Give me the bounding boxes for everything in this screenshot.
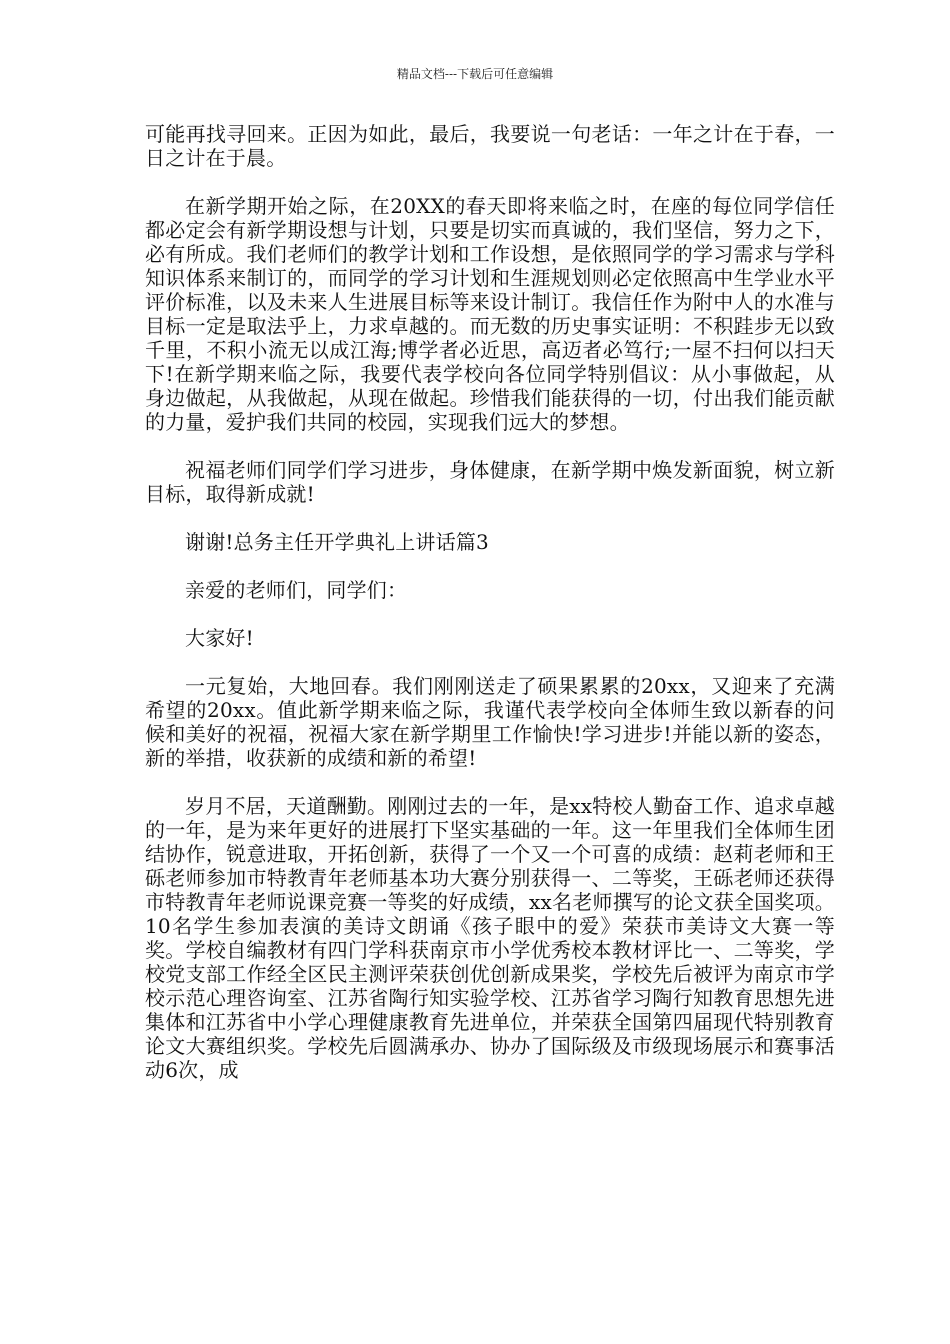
paragraph: 祝福老师们同学们学习进步，身体健康，在新学期中焕发新面貌，树立新目标，取得新成就! (145, 458, 835, 506)
greeting: 大家好! (185, 626, 254, 650)
paragraph: 在新学期开始之际，在20XX的春天即将来临之时，在座的每位同学信任都必定会有新学期设想与计划，只要是切实而真诚的，我们坚信，努力之下，必有所成。我们老师们的教学计划和工作设想，是依照同学的学习需求与学科知识体系来制订的，而同学的学习计划和生涯规划则必定依照高中生学业水平评价标准，以及未来人生进展目标等来设计制订。我信任作为附中人的水准与目标一定是取法乎上，力求卓越的。而无数的历史事实证明：不积跬步无以致千里，不积小流无以成江海;博学者必近思，高迈者必笃行;一屋不扫何以扫天下!在新学期来临之际，我要代表学校向各位同学特别倡议：从小事做起，从身边做起，从我做起，从现在做起。珍惜我们能获得的一切，付出我们能贡献的力量，爱护我们共同的校园，实现我们远大的梦想。 (145, 194, 835, 434)
paragraph: 一元复始，大地回春。我们刚刚送走了硕果累累的20xx，又迎来了充满希望的20xx。值此新学期来临之际，我谨代表学校向全体师生致以新春的问候和美好的祝福，祝福大家在新学期里工作愉快!学习进步!并能以新的姿态，新的举措，收获新的成绩和新的希望! (145, 674, 835, 770)
document-body (145, 122, 835, 1106)
section-title: 谢谢!总务主任开学典礼上讲话篇3 (185, 530, 489, 554)
paragraph: 可能再找寻回来。正因为如此，最后，我要说一句老话：一年之计在于春，一日之计在于晨。 (145, 122, 835, 170)
page-header: 精品文档---下载后可任意编辑 (396, 67, 554, 81)
paragraph: 岁月不居，天道酬勤。刚刚过去的一年，是xx特校人勤奋工作、追求卓越的一年，是为来年更好的进展打下坚实基础的一年。这一年里我们全体师生团结协作，锐意进取，开拓创新，获得了一个又一个可喜的成绩：赵莉老师和王砾老师参加市特教青年老师基本功大赛分别获得一、二等奖，王砾老师还获得市特教青年老师说课竞赛一等奖的好成绩，xx名老师撰写的论文获全国奖项。10名学生参加表演的美诗文朗诵《孩子眼中的爱》荣获市美诗文大赛一等奖。学校自编教材有四门学科获南京市小学优秀校本教材评比一、二等奖，学校党支部工作经全区民主测评荣获创优创新成果奖，学校先后被评为南京市学校示范心理咨询室、江苏省陶行知实验学校、江苏省学习陶行知教育思想先进集体和江苏省中小学心理健康教育先进单位，并荣获全国第四届现代特别教育论文大赛组织奖。学校先后圆满承办、协办了国际级及市级现场展示和赛事活动6次，成 (145, 794, 835, 1082)
salutation: 亲爱的老师们，同学们： (185, 578, 408, 602)
